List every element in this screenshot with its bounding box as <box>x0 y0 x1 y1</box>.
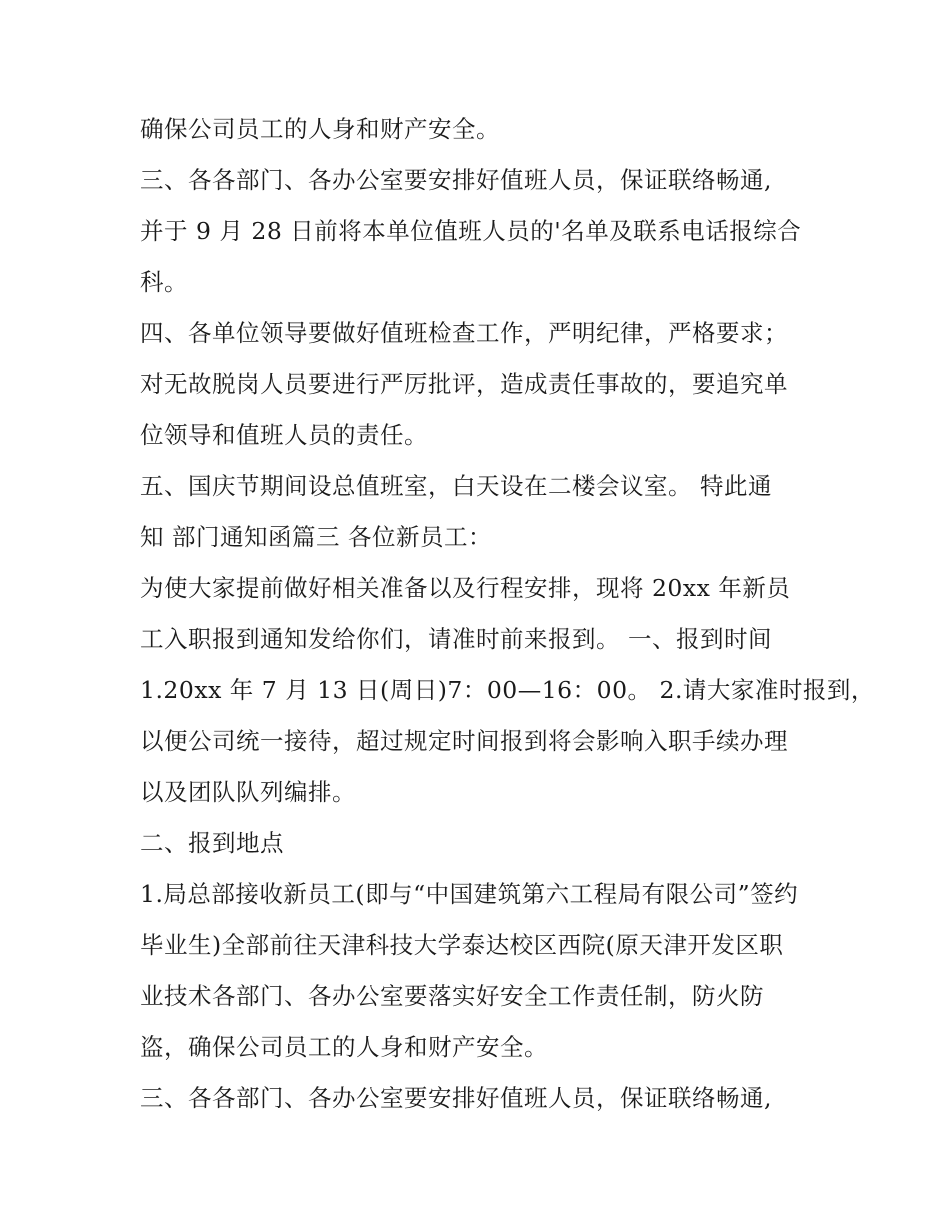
text-line: 知 部门通知函篇三 各位新员工： <box>140 523 492 551</box>
text-line: 科。 <box>140 268 188 296</box>
text-line: 确保公司员工的人身和财产安全。 <box>140 115 500 143</box>
text-line: 并于 9 月 28 日前将本单位值班人员的'名单及联系电话报综合 <box>140 217 802 245</box>
text-line: 二、报到地点 <box>140 829 284 857</box>
text-line: 工入职报到通知发给你们，请准时前来报到。 一、报到时间 <box>140 625 772 653</box>
text-line: 四、各单位领导要做好值班检查工作，严明纪律，严格要求； <box>140 319 788 347</box>
text-line: 以及团队队列编排。 <box>140 778 356 806</box>
text-line: 为使大家提前做好相关准备以及行程安排，现将 20xx 年新员 <box>140 574 791 602</box>
text-line: 对无故脱岗人员要进行严厉批评，造成责任事故的，要追究单 <box>140 370 788 398</box>
text-line: 毕业生)全部前往天津科技大学泰达校区西院(原天津开发区职 <box>140 931 784 959</box>
text-line: 1.局总部接收新员工(即与“中国建筑第六工程局有限公司”签约 <box>140 880 799 908</box>
text-line: 盗，确保公司员工的人身和财产安全。 <box>140 1033 548 1061</box>
text-line: 位领导和值班人员的责任。 <box>140 421 428 449</box>
text-line: 业技术各部门、各办公室要落实好安全工作责任制，防火防 <box>140 982 764 1010</box>
text-line: 五、国庆节期间设总值班室，白天设在二楼会议室。 特此通 <box>140 472 772 500</box>
document-body <box>140 104 875 1124</box>
text-line: 三、各各部门、各办公室要安排好值班人员，保证联络畅通, <box>140 166 772 194</box>
text-line: 三、各各部门、各办公室要安排好值班人员，保证联络畅通, <box>140 1084 772 1112</box>
text-line: 以便公司统一接待，超过规定时间报到将会影响入职手续办理 <box>140 727 788 755</box>
text-line: 1.20xx 年 7 月 13 日(周日)7：00—16：00。 2.请大家准时报到， <box>140 676 875 704</box>
